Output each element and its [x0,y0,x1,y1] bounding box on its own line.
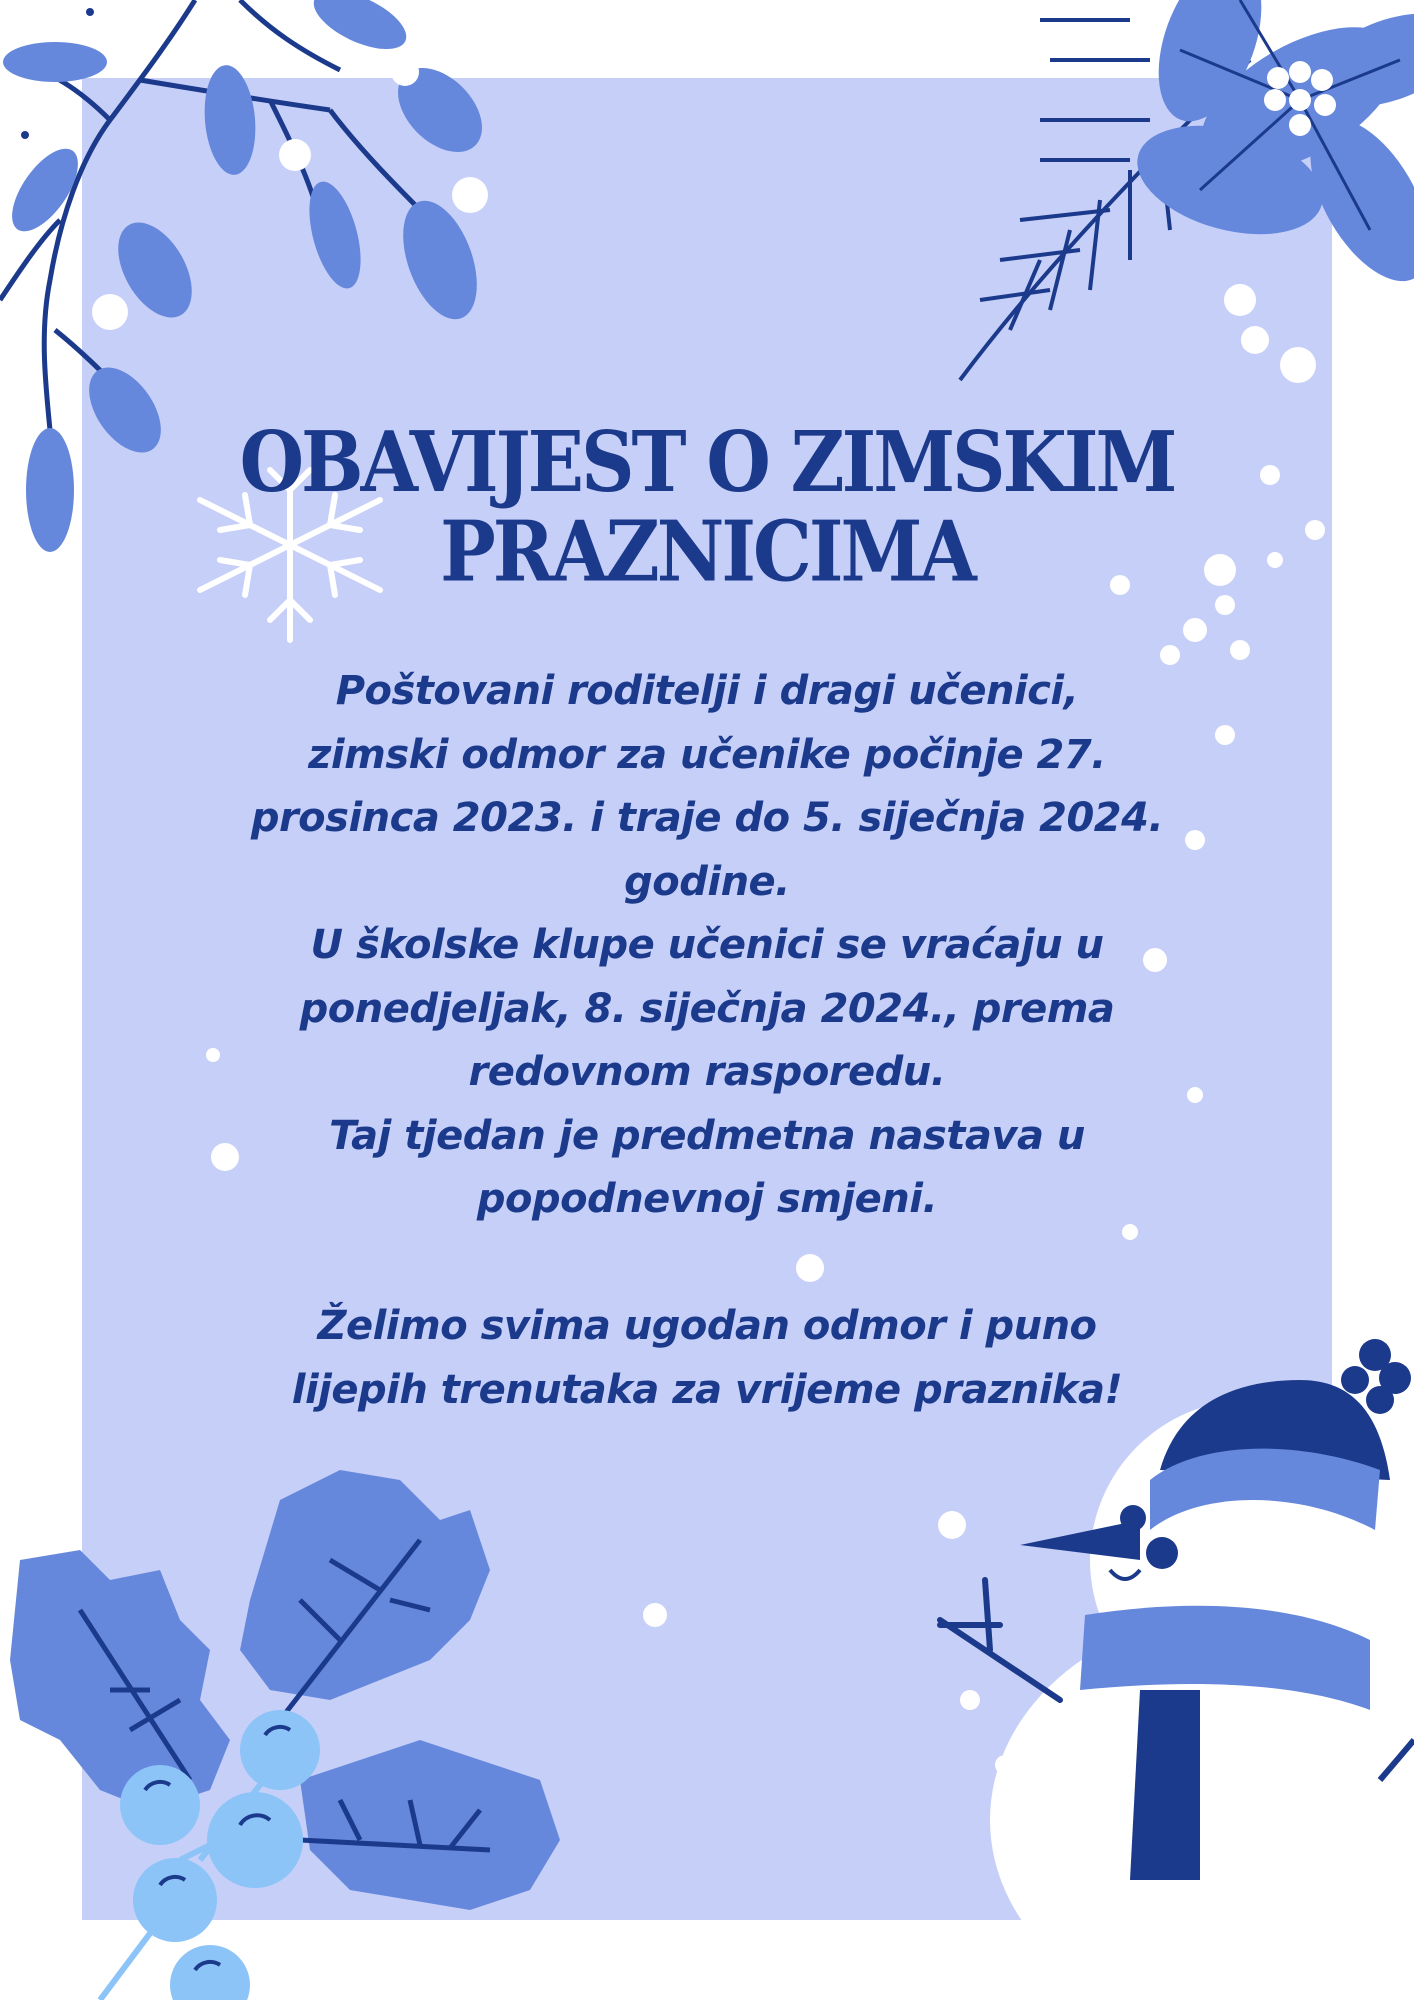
body-line: popodnevnoj smjeni. [476,1176,938,1222]
body-line: zimski odmor za učenike počinje 27. [308,731,1106,778]
paragraph-gap [160,1232,1254,1296]
page-title [160,414,1254,601]
notice-body [160,660,1254,1422]
body-line: godine. [624,858,790,905]
closing-line: lijepih trenutaka za vrijeme praznika! [291,1366,1123,1413]
body-line: ponedjeljak, 8. siječnja 2024., prema [299,985,1115,1032]
body-line: Poštovani roditelji i dragi učenici, [335,668,1079,714]
body-line: redovnom rasporedu. [468,1049,946,1095]
title-line: OBAVIJEST O ZIMSKIM [239,414,1175,511]
poinsettia-icon [1125,0,1414,383]
title-line: PRAZNICIMA [440,504,974,601]
snowman-icon [940,1339,1414,2000]
body-line: U školske klupe učenici se vraćaju u [310,922,1104,968]
body-line: prosinca 2023. i traje do 5. siječnja 2024. [250,795,1164,841]
body-line: Taj tjedan je predmetna nastava u [329,1112,1085,1159]
closing-line: Želimo svima ugodan odmor i puno [317,1303,1097,1349]
